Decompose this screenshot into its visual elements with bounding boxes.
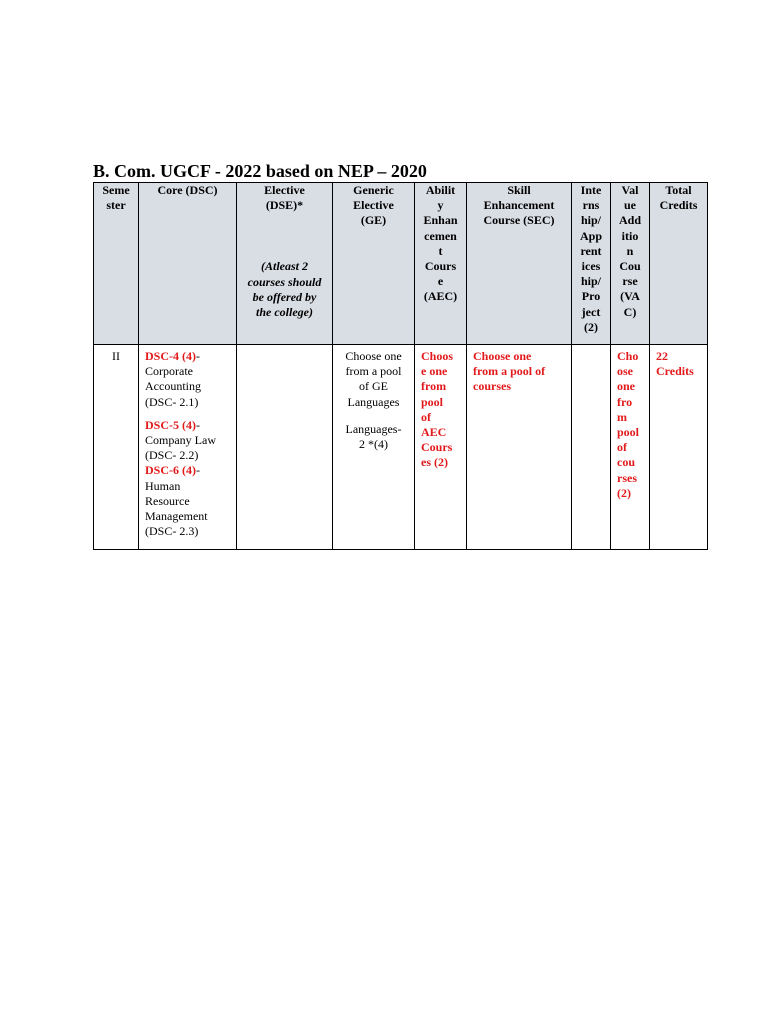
table-row [94,345,708,550]
header-generic-elective: Generic Elective (GE) [333,183,415,345]
header-total-credits: Total Credits [650,183,708,345]
cell-generic-elective: Choose one from a pool of GE Languages Languages- 2 *(4) [333,345,415,550]
header-elective: Elective (DSE)* (Atleast 2 courses should be offered by the college) [237,183,333,345]
elective-note: (Atleast 2 courses should be offered by the college) [247,259,322,320]
dsc4-code: DSC-4 (4) [145,349,196,363]
cell-total-credits: 22 Credits [650,345,708,550]
cell-elective [237,345,333,550]
header-internship: Inte rns hip/ App rent ices hip/ Pro ject (2) [572,183,611,345]
cell-semester: II [94,345,139,550]
header-semester: Seme ster [94,183,139,345]
cell-internship [572,345,611,550]
header-aec: Abilit y Enhan cemen t Cours e (AEC) [415,183,467,345]
header-sec: Skill Enhancement Course (SEC) [467,183,572,345]
dsc6-code: DSC-6 (4) [145,463,196,478]
document-title: B. Com. UGCF - 2022 based on NEP – 2020 [93,161,427,181]
dsc5-code: DSC-5 (4) [145,417,196,432]
cell-core: DSC-4 (4)- Corporate Accounting (DSC- 2.1) DSC-5 (4)- Company Law (DSC- 2.2) DSC-6 (4)- Human Resource Management (DSC- 2.3) [139,345,237,550]
header-row [94,183,708,345]
curriculum-table [93,182,708,550]
cell-sec: Choose one from a pool of courses [467,345,572,550]
header-vac: Val ue Add itio n Cou rse (VA C) [611,183,650,345]
cell-vac: Cho ose one fro m pool of cou rses (2) [611,345,650,550]
header-core: Core (DSC) [139,183,237,345]
cell-aec: Choos e one from pool of AEC Cours es (2) [415,345,467,550]
